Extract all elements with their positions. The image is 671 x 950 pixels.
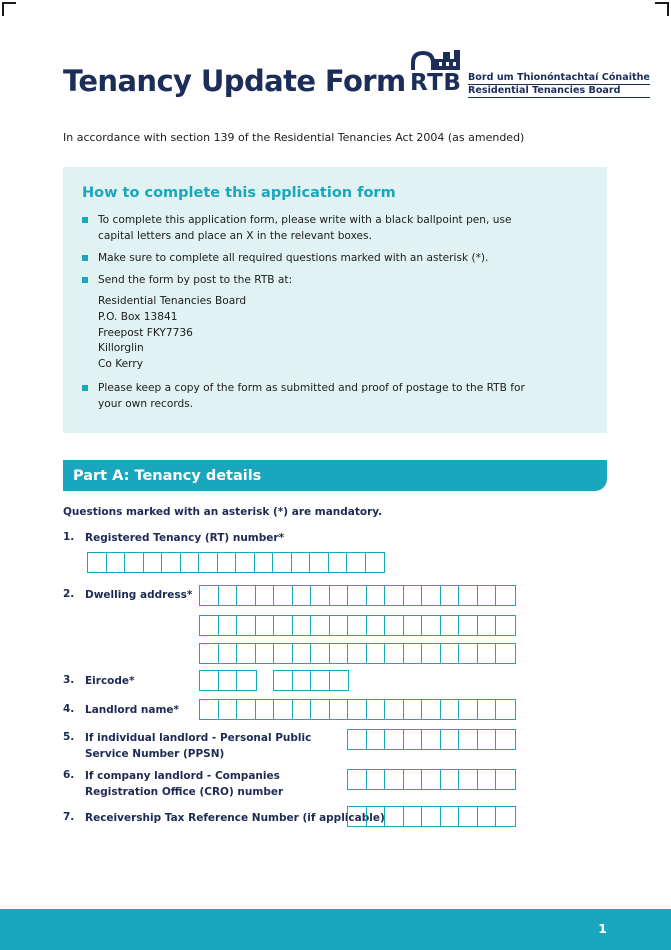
character-box[interactable] xyxy=(367,616,386,635)
character-box[interactable] xyxy=(310,553,329,572)
ppsn-field[interactable] xyxy=(347,729,516,750)
character-box[interactable] xyxy=(219,586,238,605)
instruction-bullet: Make sure to complete all required questions marked with an asterisk (*). xyxy=(82,250,587,266)
character-box[interactable] xyxy=(311,616,330,635)
character-box[interactable] xyxy=(274,700,293,719)
logo-irish-name: Bord um Thionóntachtaí Cónaithe xyxy=(468,72,650,83)
character-box[interactable] xyxy=(219,644,238,663)
question-label-line: If company landlord - Companies xyxy=(85,770,280,782)
logo-acronym: RTB xyxy=(410,70,462,96)
character-box[interactable] xyxy=(219,700,238,719)
page-footer xyxy=(0,909,671,950)
question-number: 7. xyxy=(63,811,75,823)
character-box[interactable] xyxy=(237,616,256,635)
character-box[interactable] xyxy=(311,671,330,690)
character-box[interactable] xyxy=(496,616,515,635)
address-line: Killorglin xyxy=(98,342,144,355)
character-box[interactable] xyxy=(459,730,478,749)
character-box[interactable] xyxy=(330,700,349,719)
character-box[interactable] xyxy=(348,807,367,826)
character-box[interactable] xyxy=(422,700,441,719)
character-box[interactable] xyxy=(200,700,219,719)
character-box[interactable] xyxy=(348,700,367,719)
character-box[interactable] xyxy=(293,644,312,663)
character-box[interactable] xyxy=(478,616,497,635)
character-box[interactable] xyxy=(330,671,349,690)
character-box[interactable] xyxy=(292,553,311,572)
crop-mark-top-right xyxy=(655,2,669,16)
character-box[interactable] xyxy=(256,616,275,635)
character-box[interactable] xyxy=(367,770,386,789)
address-line: P.O. Box 13841 xyxy=(98,310,178,323)
address-line: Co Kerry xyxy=(98,358,143,371)
question-number: 6. xyxy=(63,769,75,781)
character-box[interactable] xyxy=(330,586,349,605)
character-box[interactable] xyxy=(478,586,497,605)
logo-names xyxy=(468,72,650,98)
character-box[interactable] xyxy=(496,807,515,826)
character-box[interactable] xyxy=(107,553,126,572)
character-box[interactable] xyxy=(385,586,404,605)
character-box[interactable] xyxy=(478,807,497,826)
eircode-routing-key-field[interactable] xyxy=(199,670,257,691)
character-box[interactable] xyxy=(441,770,460,789)
character-box[interactable] xyxy=(348,586,367,605)
character-box[interactable] xyxy=(348,616,367,635)
character-box[interactable] xyxy=(367,730,386,749)
character-box[interactable] xyxy=(330,616,349,635)
question-label xyxy=(85,730,311,762)
character-box[interactable] xyxy=(478,700,497,719)
character-box[interactable] xyxy=(274,586,293,605)
character-box[interactable] xyxy=(422,644,441,663)
character-box[interactable] xyxy=(347,553,366,572)
dwelling-address-line-3-field[interactable] xyxy=(199,643,516,664)
character-box[interactable] xyxy=(348,770,367,789)
instruction-bullet: To complete this application form, please write with a black ballpoint pen, use capital letters and place an X in the relevant boxes. xyxy=(82,212,537,244)
character-box[interactable] xyxy=(273,553,292,572)
character-box[interactable] xyxy=(441,616,460,635)
character-box[interactable] xyxy=(496,644,515,663)
character-box[interactable] xyxy=(293,586,312,605)
character-box[interactable] xyxy=(441,586,460,605)
character-box[interactable] xyxy=(256,586,275,605)
character-box[interactable] xyxy=(256,644,275,663)
character-box[interactable] xyxy=(459,770,478,789)
character-box[interactable] xyxy=(385,770,404,789)
character-box[interactable] xyxy=(311,700,330,719)
character-box[interactable] xyxy=(236,553,255,572)
instruction-bullet: Please keep a copy of the form as submitted and proof of postage to the RTB for your own records. xyxy=(82,380,542,412)
character-box[interactable] xyxy=(385,807,404,826)
character-box[interactable] xyxy=(256,700,275,719)
character-box[interactable] xyxy=(367,586,386,605)
question-number: 1. xyxy=(63,531,75,543)
question-label: Landlord name* xyxy=(85,704,180,716)
mandatory-note: Questions marked with an asterisk (*) are mandatory. xyxy=(63,506,383,518)
character-box[interactable] xyxy=(181,553,200,572)
instructions-panel xyxy=(63,167,607,433)
character-box[interactable] xyxy=(422,586,441,605)
character-box[interactable] xyxy=(404,616,423,635)
instructions-heading: How to complete this application form xyxy=(82,185,396,201)
character-box[interactable] xyxy=(459,807,478,826)
character-box[interactable] xyxy=(385,700,404,719)
character-box[interactable] xyxy=(478,730,497,749)
act-reference: In accordance with section 139 of the Residential Tenancies Act 2004 (as amended) xyxy=(63,131,525,144)
character-box[interactable] xyxy=(125,553,144,572)
crop-mark-top-left xyxy=(2,2,16,16)
page-number: 1 xyxy=(598,921,607,936)
character-box[interactable] xyxy=(404,730,423,749)
logo-english-name: Residential Tenancies Board xyxy=(468,85,650,98)
character-box[interactable] xyxy=(422,807,441,826)
character-box[interactable] xyxy=(459,616,478,635)
character-box[interactable] xyxy=(200,616,219,635)
question-label: Receivership Tax Reference Number (if applicable) xyxy=(85,812,385,824)
character-box[interactable] xyxy=(200,644,219,663)
character-box[interactable] xyxy=(404,586,423,605)
question-number: 4. xyxy=(63,703,75,715)
address-line: Residential Tenancies Board xyxy=(98,295,247,307)
character-box[interactable] xyxy=(219,616,238,635)
question-label-line: If individual landlord - Personal Public xyxy=(85,732,312,744)
question-label-line: Service Number (PPSN) xyxy=(85,748,225,760)
dwelling-address-line-2-field[interactable] xyxy=(199,615,516,636)
character-box[interactable] xyxy=(441,644,460,663)
character-box[interactable] xyxy=(366,553,385,572)
character-box[interactable] xyxy=(367,807,386,826)
character-box[interactable] xyxy=(162,553,181,572)
character-box[interactable] xyxy=(404,700,423,719)
character-box[interactable] xyxy=(441,730,460,749)
question-number: 3. xyxy=(63,674,75,686)
character-box[interactable] xyxy=(219,671,238,690)
character-box[interactable] xyxy=(237,586,256,605)
character-box[interactable] xyxy=(237,644,256,663)
character-box[interactable] xyxy=(237,671,256,690)
character-box[interactable] xyxy=(329,553,348,572)
character-box[interactable] xyxy=(367,700,386,719)
page-title: Tenancy Update Form xyxy=(63,64,406,98)
character-box[interactable] xyxy=(274,616,293,635)
character-box[interactable] xyxy=(88,553,107,572)
character-box[interactable] xyxy=(348,730,367,749)
character-box[interactable] xyxy=(385,730,404,749)
question-label-line: Registration Office (CRO) number xyxy=(85,786,284,798)
character-box[interactable] xyxy=(404,770,423,789)
character-box[interactable] xyxy=(348,644,367,663)
character-box[interactable] xyxy=(200,671,219,690)
character-box[interactable] xyxy=(459,586,478,605)
question-label: Eircode* xyxy=(85,675,135,687)
character-box[interactable] xyxy=(311,586,330,605)
character-box[interactable] xyxy=(144,553,163,572)
character-box[interactable] xyxy=(274,644,293,663)
question-label xyxy=(85,768,283,800)
character-box[interactable] xyxy=(274,671,293,690)
postal-address xyxy=(82,294,587,373)
character-box[interactable] xyxy=(496,586,515,605)
question-number: 2. xyxy=(63,588,75,600)
landlord-name-field[interactable] xyxy=(199,699,516,720)
character-box[interactable] xyxy=(459,700,478,719)
receivership-tax-reference-field[interactable] xyxy=(347,806,516,827)
character-box[interactable] xyxy=(311,644,330,663)
character-box[interactable] xyxy=(459,644,478,663)
character-box[interactable] xyxy=(496,730,515,749)
character-box[interactable] xyxy=(478,644,497,663)
character-box[interactable] xyxy=(404,644,423,663)
character-box[interactable] xyxy=(367,644,386,663)
character-box[interactable] xyxy=(218,553,237,572)
character-box[interactable] xyxy=(255,553,274,572)
instruction-bullet: Send the form by post to the RTB at: xyxy=(82,272,587,288)
cro-number-field[interactable] xyxy=(347,769,516,790)
question-number: 5. xyxy=(63,731,75,743)
character-box[interactable] xyxy=(441,700,460,719)
address-line: Freepost FKY7736 xyxy=(98,326,193,339)
dwelling-address-line-1-field[interactable] xyxy=(199,585,516,606)
character-box[interactable] xyxy=(496,770,515,789)
character-box[interactable] xyxy=(199,553,218,572)
rtb-logo xyxy=(410,48,650,98)
character-box[interactable] xyxy=(404,807,423,826)
character-box[interactable] xyxy=(293,616,312,635)
character-box[interactable] xyxy=(200,586,219,605)
eircode-unique-identifier-field[interactable] xyxy=(273,670,349,691)
character-box[interactable] xyxy=(441,807,460,826)
character-box[interactable] xyxy=(496,700,515,719)
rt-number-field[interactable] xyxy=(87,552,385,573)
character-box[interactable] xyxy=(237,700,256,719)
character-box[interactable] xyxy=(422,730,441,749)
character-box[interactable] xyxy=(385,616,404,635)
character-box[interactable] xyxy=(478,770,497,789)
character-box[interactable] xyxy=(293,700,312,719)
character-box[interactable] xyxy=(293,671,312,690)
character-box[interactable] xyxy=(422,770,441,789)
character-box[interactable] xyxy=(422,616,441,635)
part-a-heading: Part A: Tenancy details xyxy=(63,460,607,491)
question-label: Registered Tenancy (RT) number* xyxy=(85,532,285,544)
character-box[interactable] xyxy=(385,644,404,663)
character-box[interactable] xyxy=(330,644,349,663)
question-label: Dwelling address* xyxy=(85,589,193,601)
